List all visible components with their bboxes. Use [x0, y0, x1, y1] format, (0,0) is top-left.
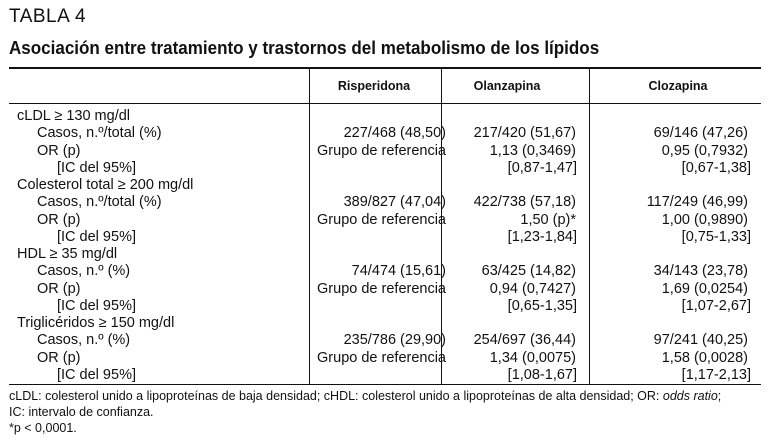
footnote-punct: ; [717, 389, 722, 403]
cell-risperidona: Grupo de referencia [317, 280, 446, 297]
footnote-italic: odds ratio [662, 389, 718, 403]
cell-risperidona: Grupo de referencia [317, 349, 446, 366]
row-label: Casos, n.º/total (%) [37, 125, 162, 142]
row-label: cLDL ≥ 130 mg/dl [17, 108, 131, 124]
row-label: HDL ≥ 35 mg/dl [17, 246, 118, 262]
cell-clozapina: 1,58 (0,0028) [661, 349, 748, 366]
cell-olanzapina: [0,87-1,47] [507, 159, 577, 176]
table-row [9, 246, 761, 263]
row-label: OR (p) [37, 349, 81, 366]
row-label: [IC del 95%] [57, 297, 136, 314]
table-row [9, 315, 761, 332]
table-row [9, 367, 761, 384]
cell-olanzapina: 422/738 (57,18) [473, 194, 576, 211]
row-label: Colesterol total ≥ 200 mg/dl [17, 177, 194, 193]
cell-clozapina: 0,95 (0,7932) [661, 142, 748, 159]
row-label: Casos, n.º (%) [37, 332, 131, 349]
row-label: OR (p) [37, 280, 81, 297]
table-title: Asociación entre tratamiento y trastornos del metabolismo de los lípidos [9, 37, 600, 58]
table-row [9, 125, 761, 142]
table-row [9, 281, 761, 298]
table-label: TABLA 4 [9, 6, 87, 27]
cell-clozapina: 69/146 (47,26) [653, 125, 748, 142]
table-row [9, 298, 761, 315]
table-row [9, 108, 761, 125]
row-label: Triglicéridos ≥ 150 mg/dl [17, 315, 175, 331]
table-row [9, 229, 761, 246]
table-row [9, 263, 761, 280]
footnote-ic: IC: intervalo de confianza. [9, 405, 154, 419]
row-label: [IC del 95%] [57, 366, 136, 383]
table-header-rule [9, 103, 761, 104]
table-row [9, 143, 761, 160]
cell-risperidona: Grupo de referencia [317, 142, 446, 159]
cell-clozapina: 34/143 (23,78) [653, 263, 748, 280]
table-row [9, 332, 761, 349]
table-row [9, 177, 761, 194]
row-label: OR (p) [37, 211, 81, 228]
footnote-abbreviations [9, 389, 721, 404]
cell-clozapina: [0,67-1,38] [681, 159, 751, 176]
footnote-pvalue: *p < 0,0001. [9, 421, 77, 435]
cell-olanzapina: 0,94 (0,7427) [489, 280, 576, 297]
cell-risperidona: 389/827 (47,04) [343, 194, 446, 211]
cell-olanzapina: 63/425 (14,82) [481, 263, 576, 280]
cell-risperidona: Grupo de referencia [317, 211, 446, 228]
cell-olanzapina: [1,23-1,84] [507, 228, 577, 245]
cell-clozapina: [0,75-1,33] [681, 228, 751, 245]
cell-olanzapina: [1,08-1,67] [507, 366, 577, 383]
row-label: OR (p) [37, 142, 81, 159]
table-row [9, 160, 761, 177]
cell-risperidona: 74/474 (15,61) [351, 263, 446, 280]
cell-risperidona: 227/468 (48,50) [343, 125, 446, 142]
row-label: Casos, n.º/total (%) [37, 194, 162, 211]
cell-risperidona: 235/786 (29,90) [343, 332, 446, 349]
cell-olanzapina: 1,13 (0,3469) [489, 142, 576, 159]
cell-olanzapina: 217/420 (51,67) [473, 125, 576, 142]
table-row [9, 194, 761, 211]
cell-clozapina: 1,69 (0,0254) [661, 280, 748, 297]
cell-clozapina: 97/241 (40,25) [653, 332, 748, 349]
table-row [9, 350, 761, 367]
row-label: [IC del 95%] [57, 159, 136, 176]
cell-clozapina: 117/249 (46,99) [646, 194, 748, 211]
column-header-risperidona: Risperidona [337, 79, 411, 93]
row-label: [IC del 95%] [57, 228, 136, 245]
column-header-clozapina: Clozapina [648, 79, 708, 93]
table-row [9, 212, 761, 229]
cell-olanzapina: 254/697 (36,44) [473, 332, 576, 349]
cell-clozapina: [1,17-2,13] [681, 366, 751, 383]
cell-olanzapina: 1,34 (0,0075) [489, 349, 576, 366]
cell-olanzapina: 1,50 (p)* [520, 211, 576, 228]
table-header [9, 67, 761, 103]
footnote-text: cLDL: colesterol unido a lipoproteínas de baja densidad; cHDL: colesterol unido a lipoproteínas de alta densidad; OR: [9, 389, 663, 403]
cell-clozapina: [1,07-2,67] [681, 297, 751, 314]
cell-clozapina: 1,00 (0,9890) [661, 211, 748, 228]
cell-olanzapina: [0,65-1,35] [507, 297, 577, 314]
column-header-olanzapina: Olanzapina [473, 79, 541, 93]
table-bottom-rule [9, 384, 761, 385]
row-label: Casos, n.º (%) [37, 263, 131, 280]
